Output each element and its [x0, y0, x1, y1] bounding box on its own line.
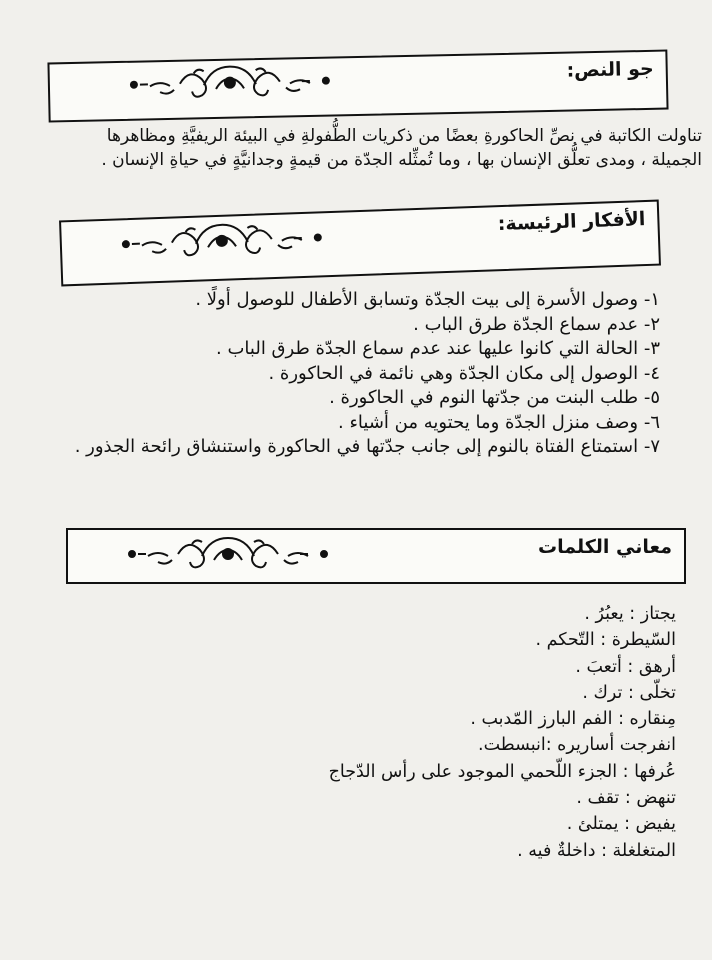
list-item: ٦- وصف منزل الجدّة وما يحتويه من أشياء . [338, 411, 660, 433]
context-line: الجميلة ، ومدى تعلُّق الإنسان بها ، وما تُمثِّله الجدّة من قيمةٍ وجدانيَّةٍ في حياةِ الإنسان . [101, 150, 702, 170]
list-item: يفيض : يمتلئ . [566, 814, 676, 835]
list-item: مِنقاره : الفم البارز المّدبب . [470, 709, 676, 730]
main-ideas-heading: الأفكار الرئيسة: [497, 208, 646, 236]
list-item: ٣- الحالة التي كانوا عليها عند عدم سماع الجدّة طرق الباب . [216, 338, 660, 359]
context-banner [47, 50, 668, 123]
main-ideas-banner [59, 200, 661, 287]
floral-ornament-icon [111, 215, 332, 265]
list-item: ٤- الوصول إلى مكان الجدّة وهي نائمة في الحاكورة . [268, 362, 660, 384]
list-item: المتغلغلة : داخلةٌ فيه . [517, 840, 676, 861]
list-item: يجتاز : يعبُرُ . [584, 604, 676, 624]
floral-ornament-icon [118, 532, 338, 574]
context-heading: جو النص: [566, 57, 654, 82]
list-item: أرهق : أتعبَ . [575, 656, 676, 677]
vocabulary-heading: معاني الكلمات [537, 536, 672, 558]
list-item: السّيطرة : التّحكم . [535, 630, 676, 651]
context-line: تناولت الكاتبة في نصِّ الحاكورةِ بعضًا من ذكريات الطُّفولةِ في البيئة الريفيَّةِ ومظاهرها [106, 126, 702, 146]
list-item: ٢- عدم سماع الجدّة طرق الباب . [413, 313, 660, 335]
context-paragraph [2, 124, 702, 172]
main-ideas-list [60, 288, 660, 460]
list-item: ١- وصول الأسرة إلى بيت الجدّة وتسابق الأطفال للوصول أولًا . [195, 289, 660, 310]
list-item: تخلّى : ترك . [582, 682, 676, 703]
list-item: عُرفها : الجزء اللّحمي الموجود على رأس الدّجاج [328, 761, 676, 782]
vocabulary-list [156, 601, 676, 864]
list-item: تنهض : تقف . [576, 788, 676, 809]
floral-ornament-icon [119, 58, 340, 105]
vocabulary-banner [66, 528, 686, 584]
list-item: ٧- استمتاع الفتاة بالنوم إلى جانب جدّتها في الحاكورة واستنشاق رائحة الجذور . [74, 436, 660, 457]
list-item: انفرجت أساريره :انبسطت. [478, 735, 676, 756]
list-item: ٥- طلب البنت من جدّتها النوم في الحاكورة . [329, 387, 660, 408]
